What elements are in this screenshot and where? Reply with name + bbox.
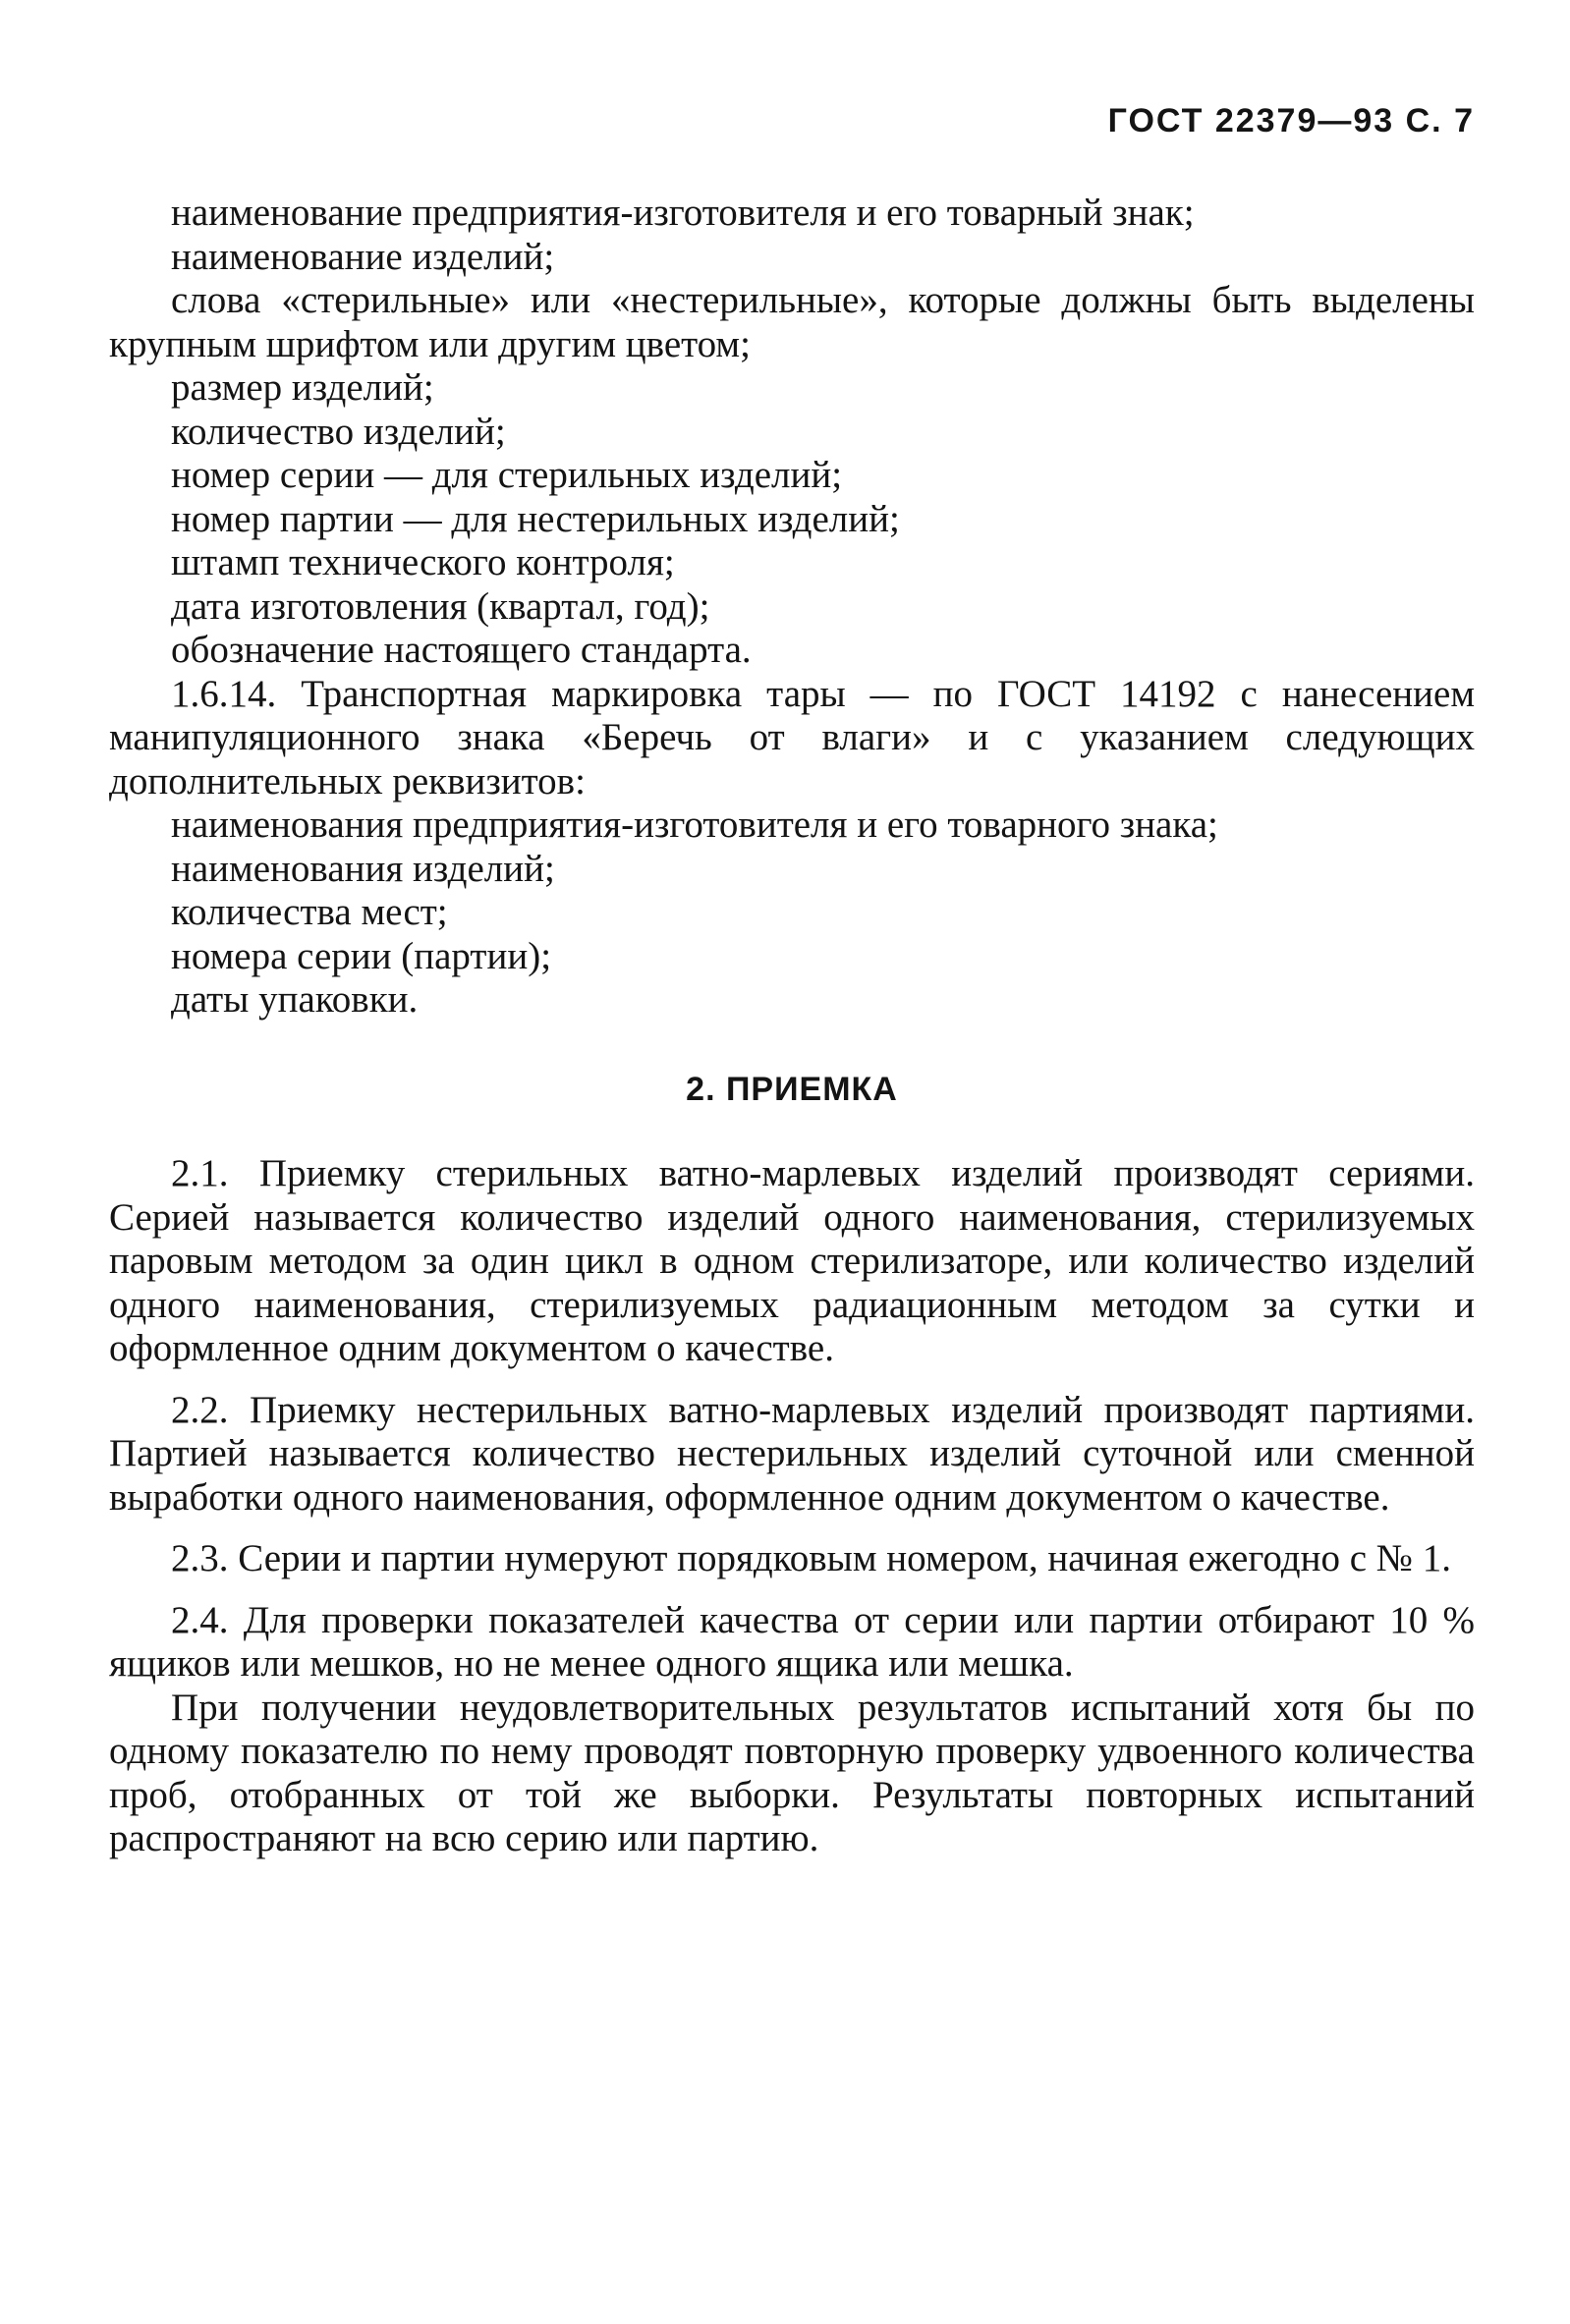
clause-2-3: 2.3. Серии и партии нумеруют порядковым номером, начиная ежегодно с № 1. xyxy=(171,1537,1451,1579)
page-header: ГОСТ 22379—93 С. 7 xyxy=(1107,102,1475,139)
list1-item: номер партии — для нестерильных изделий; xyxy=(171,497,900,540)
clause-2-2: 2.2. Приемку нестерильных ватно-марлевых изделий производят партиями. Партией называется количество нестерильных изделий суточной или сменной выработки одного наименования, оформленное одним документом о качестве. xyxy=(109,1388,1475,1519)
clause-2-4-continuation: При получении неудовлетворительных результатов испытаний хотя бы по одному показателю по нему проводят повторную проверку удвоенного количества проб, отобранных от той же выборки. Результаты повторных испытаний распространяют на всю серию или партию. xyxy=(109,1686,1475,1859)
list1-item: штамп технического контроля; xyxy=(171,541,675,583)
list2-item: наименования изделий; xyxy=(171,847,555,890)
list1-item: номер серии — для стерильных изделий; xyxy=(171,454,843,496)
list1-item: количество изделий; xyxy=(171,410,506,453)
list1-item: наименование предприятия-изготовителя и его товарный знак; xyxy=(171,192,1195,234)
list2-item: количества мест; xyxy=(171,891,448,933)
list1-item: слова «стерильные» или «нестерильные», которые должны быть выделены крупным шрифтом или другим цветом; xyxy=(109,279,1475,365)
list2-item: даты упаковки. xyxy=(171,978,419,1021)
clause-2-4: 2.4. Для проверки показателей качества от серии или партии отбирают 10 % ящиков или мешков, но не менее одного ящика или мешка. xyxy=(109,1598,1475,1685)
document-body xyxy=(109,192,1475,1861)
list2-item: номера серии (партии); xyxy=(171,934,552,977)
list1-item: обозначение настоящего стандарта. xyxy=(171,629,752,671)
list1-item: размер изделий; xyxy=(171,366,434,409)
section-title: 2. ПРИЕМКА xyxy=(686,1070,898,1108)
clause-1-6-14: 1.6.14. Транспортная маркировка тары — по ГОСТ 14192 с нанесением манипуляционного знака «Беречь от влаги» и с указанием следующих дополнительных реквизитов: xyxy=(109,672,1475,802)
clause-2-1: 2.1. Приемку стерильных ватно-марлевых изделий производят сериями. Серией называется количество изделий одного наименования, стерилизуемых паровым методом за один цикл в одном стерилизаторе, или количество изделий одного наименования, стерилизуемых радиационным методом за сутки и оформленное одним документом о качестве. xyxy=(109,1152,1475,1369)
list1-item: дата изготовления (квартал, год); xyxy=(171,584,710,628)
list1-item: наименование изделий; xyxy=(171,235,555,278)
list2-item: наименования предприятия-изготовителя и его товарного знака; xyxy=(171,803,1218,846)
